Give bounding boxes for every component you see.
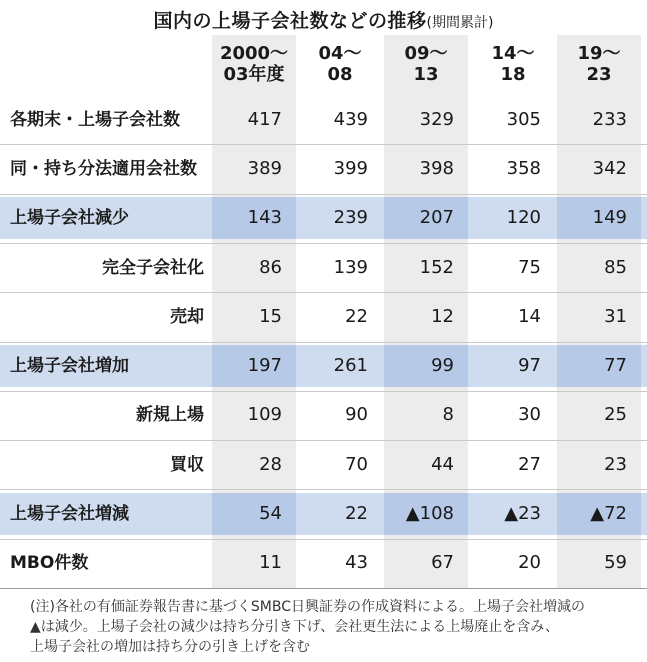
table-cell: 417 (247, 108, 282, 130)
table-cell: 59 (604, 552, 627, 574)
row-label: 新規上場 (136, 405, 204, 426)
table-cell: 75 (518, 256, 541, 278)
table-cell: 261 (333, 355, 368, 377)
table-cell: 86 (259, 256, 282, 278)
table-cell: 239 (333, 207, 368, 229)
table-cell: 342 (592, 157, 627, 179)
table-cell: 28 (259, 453, 282, 475)
table-cell: 25 (604, 404, 627, 426)
table-cell: ▲23 (504, 503, 541, 525)
table-cell: 23 (604, 453, 627, 475)
table-cell: 207 (419, 207, 454, 229)
table-cell: 389 (247, 157, 282, 179)
title-text: 国内の上場子会社数などの推移 (153, 10, 427, 32)
table-cell: 77 (604, 355, 627, 377)
footnote-line: (注)各社の有価証券報告書に基づくSMBC日興証券の作成資料による。上場子会社増減の (30, 599, 586, 615)
column-header-line: 19～ (577, 43, 621, 64)
column-header-line: 14～ (491, 43, 535, 64)
table-cell: 22 (345, 305, 368, 327)
row-label: MBO件数 (10, 553, 89, 574)
table-cell: 43 (345, 552, 368, 574)
row-label: 完全子会社化 (102, 257, 204, 278)
table-cell: ▲72 (590, 503, 627, 525)
row-label: 買収 (170, 454, 204, 475)
column-header-line: 18 (500, 64, 526, 85)
footnote-line: 上場子会社の増加は持ち分の引き上げを含む (30, 639, 310, 655)
column-header (212, 35, 296, 93)
table-cell: 329 (419, 108, 454, 130)
table-cell: 233 (592, 108, 627, 130)
column-header (298, 35, 382, 93)
row-divider (0, 194, 647, 195)
table-cell: 439 (333, 108, 368, 130)
row-label: 上場子会社減少 (10, 208, 129, 229)
table-cell: 109 (247, 404, 282, 426)
row-divider (0, 391, 647, 392)
column-header (557, 35, 641, 93)
column-header-line: 08 (327, 64, 353, 85)
table-cell: 12 (431, 305, 454, 327)
table-cell: 14 (518, 305, 541, 327)
table-cell: 149 (592, 207, 627, 229)
row-divider (0, 243, 647, 244)
subtitle-text: (期間累計) (426, 15, 494, 31)
table-cell: 11 (259, 552, 282, 574)
table-cell: 67 (431, 552, 454, 574)
table-cell: 44 (431, 453, 454, 475)
column-header-line: 03年度 (223, 64, 285, 85)
table-cell: 15 (259, 305, 282, 327)
table-cell: 90 (345, 404, 368, 426)
table-cell: 152 (419, 256, 454, 278)
table-cell: 305 (506, 108, 541, 130)
table-cell: 143 (247, 207, 282, 229)
row-label: 上場子会社増減 (10, 504, 129, 525)
column-header-line: 23 (586, 64, 612, 85)
table-cell: 85 (604, 256, 627, 278)
table-cell: 120 (506, 207, 541, 229)
row-divider (0, 342, 647, 343)
column-header-line: 2000～ (219, 43, 289, 64)
footnote (30, 597, 640, 657)
table-cell: 54 (259, 503, 282, 525)
row-divider (0, 440, 647, 441)
row-label: 売却 (170, 306, 204, 327)
table-cell: 22 (345, 503, 368, 525)
table-cell: 399 (333, 157, 368, 179)
table-cell: 139 (333, 256, 368, 278)
row-label: 同・持ち分法適用会社数 (10, 158, 197, 179)
table-cell: 27 (518, 453, 541, 475)
row-label: 各期末・上場子会社数 (10, 109, 180, 130)
table-cell: 99 (431, 355, 454, 377)
table-cell: 97 (518, 355, 541, 377)
row-divider (0, 539, 647, 540)
row-divider (0, 292, 647, 293)
row-divider (0, 588, 647, 589)
footnote-line: ▲は減少。上場子会社の減少は持ち分引き下げ、会社更生法による上場廃止を含み、 (30, 619, 560, 635)
table-cell: 30 (518, 404, 541, 426)
table-cell: 70 (345, 453, 368, 475)
row-divider (0, 489, 647, 490)
column-header-line: 09～ (404, 43, 448, 64)
column-header-line: 13 (413, 64, 439, 85)
column-header (384, 35, 468, 93)
table-cell: 398 (419, 157, 454, 179)
row-label: 上場子会社増加 (10, 356, 129, 377)
row-divider (0, 144, 647, 145)
table-cell: 197 (247, 355, 282, 377)
column-header-line: 04～ (318, 43, 362, 64)
table-cell: 8 (442, 404, 454, 426)
chart-title (0, 6, 647, 33)
table-cell: 31 (604, 305, 627, 327)
table-cell: ▲108 (405, 503, 454, 525)
table-cell: 20 (518, 552, 541, 574)
table-cell: 358 (506, 157, 541, 179)
column-header (471, 35, 555, 93)
